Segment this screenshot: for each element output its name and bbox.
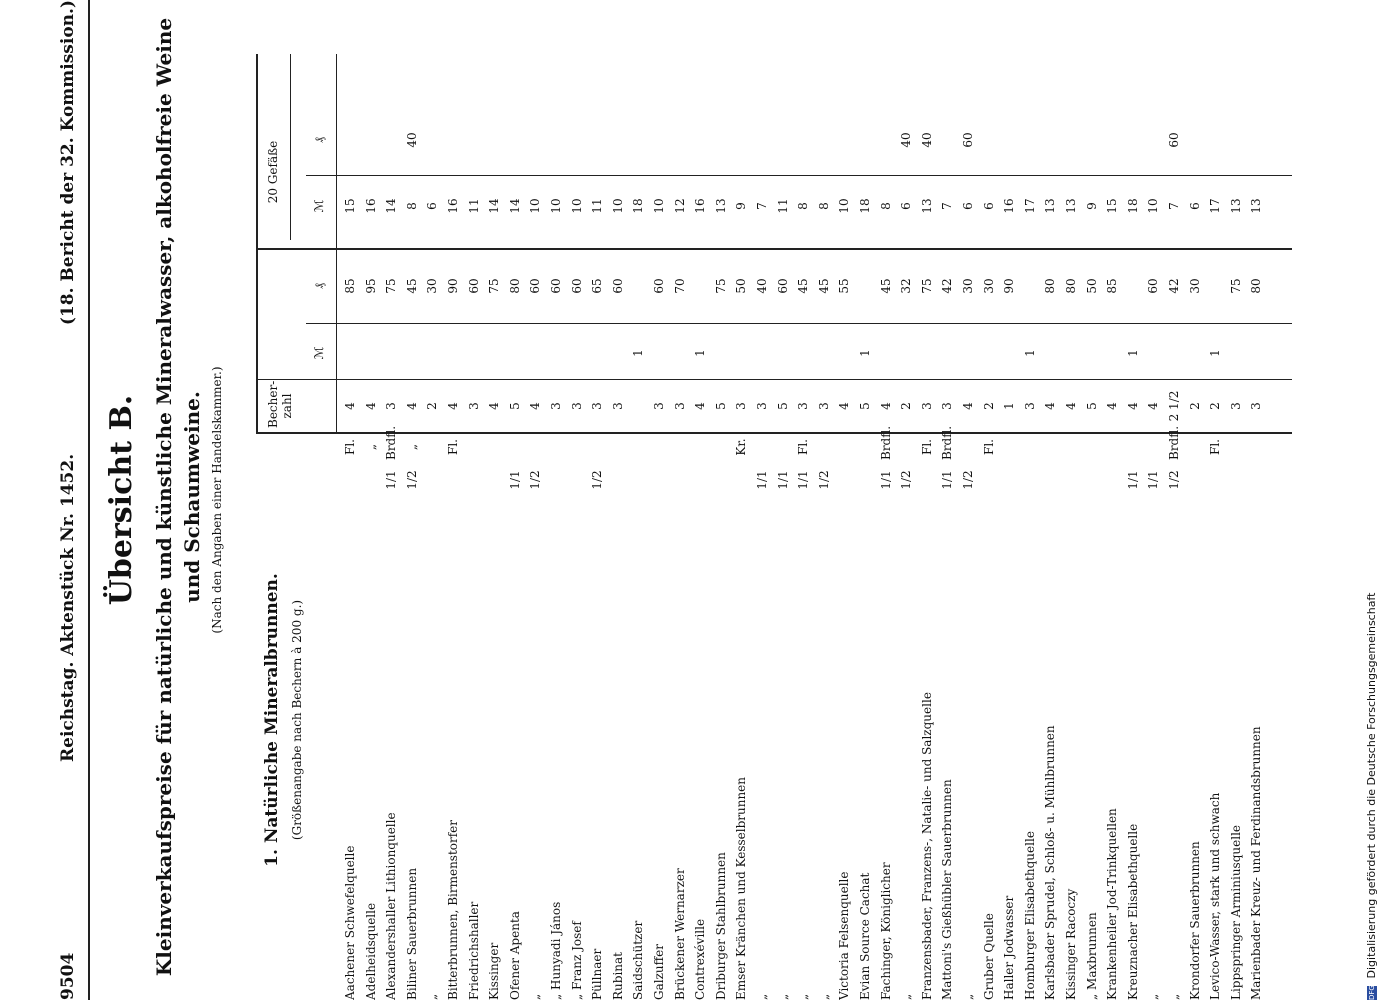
table-row xyxy=(591,0,603,1000)
total-mark: 8 xyxy=(796,202,811,210)
price-pf: 60 xyxy=(549,278,563,294)
row-name: Alexandershaller Lithionquelle xyxy=(384,812,399,1000)
table-row xyxy=(838,0,850,1000)
becher-count: 3 xyxy=(816,402,831,410)
row-unit: Brdfl. xyxy=(1167,425,1181,460)
becher-count: 2 xyxy=(1187,402,1202,410)
row-name: Kissinger Racoczy xyxy=(1064,888,1078,1000)
row-name: „ xyxy=(899,993,914,1000)
page-number: 9504 xyxy=(58,952,78,1000)
table-top-rule xyxy=(256,54,258,434)
table-row xyxy=(1230,0,1242,1000)
row-size: 1/1 xyxy=(507,470,522,490)
table-row xyxy=(983,0,995,1000)
source-note: (Nach den Angaben einer Handelskammer.) xyxy=(210,366,224,634)
row-name: Haller Jodwasser xyxy=(1002,895,1017,1000)
total-mark: 13 xyxy=(919,198,934,214)
row-unit: Kr. xyxy=(734,438,749,456)
price-mark: 1 xyxy=(1208,349,1223,357)
table-row xyxy=(880,0,892,1000)
table-row xyxy=(674,0,686,1000)
table-row xyxy=(426,0,438,1000)
row-unit: Brdfl. xyxy=(878,425,893,460)
row-name: Püllnaer xyxy=(590,948,605,1000)
table-row xyxy=(694,0,706,1000)
row-name: Bitterbrunnen, Birmenstorfer xyxy=(446,819,460,1000)
total-mark: 6 xyxy=(981,202,996,210)
becher-count: 2 xyxy=(425,402,440,410)
becher-count: 3 xyxy=(610,402,625,410)
row-unit: Brdfl. xyxy=(384,425,399,460)
table-row xyxy=(1003,0,1015,1000)
row-size: 1/1 xyxy=(775,470,790,490)
row-name: „ xyxy=(961,993,975,1000)
row-name: Evian Source Cachat xyxy=(858,872,872,1000)
becher-count: 3 xyxy=(1228,402,1243,410)
total-pf: 60 xyxy=(1167,132,1181,148)
becher-count: 1 xyxy=(1002,402,1017,410)
table-row xyxy=(1189,0,1201,1000)
table-row xyxy=(818,0,830,1000)
row-name: Franzensbader, Franzens-, Natalie- und Salzquelle xyxy=(919,692,934,1000)
total-mark: 13 xyxy=(1043,198,1058,214)
total-mark: 10 xyxy=(837,198,852,214)
total-mark: 10 xyxy=(610,198,625,214)
row-unit: „ xyxy=(363,443,378,451)
becher-count: 5 xyxy=(1084,402,1099,410)
becher-count: 4 xyxy=(837,402,852,410)
total-mark: 13 xyxy=(1249,198,1264,214)
total-mark: 8 xyxy=(404,202,419,210)
total-mark: 10 xyxy=(1146,198,1161,214)
price-pf: 75 xyxy=(919,278,934,294)
row-name: Krondorfer Sauerbrunnen xyxy=(1187,841,1202,1000)
total-mark: 6 xyxy=(961,202,975,210)
table-row xyxy=(962,0,974,1000)
price-pf: 90 xyxy=(446,278,460,294)
price-mark: 1 xyxy=(858,349,872,357)
row-name: „ Maxbrunnen xyxy=(1084,912,1099,1000)
row-name: „ xyxy=(1167,993,1181,1000)
total-mark: 16 xyxy=(693,198,708,214)
price-pf: 50 xyxy=(1084,278,1099,294)
price-pf: 60 xyxy=(528,278,543,294)
document-title: Übersicht B. xyxy=(104,394,139,606)
table-row xyxy=(859,0,871,1000)
total-mark: 13 xyxy=(713,198,728,214)
row-name: Driburger Stahlbrunnen xyxy=(713,852,728,1000)
total-mark: 8 xyxy=(816,202,831,210)
table-header-rule xyxy=(336,54,337,434)
becher-count: 5 xyxy=(507,402,522,410)
row-name: „ xyxy=(755,993,769,1000)
price-pf: 45 xyxy=(816,278,831,294)
row-size: 1/1 xyxy=(940,470,955,490)
section-title: 1. Natürliche Mineralbrunnen. xyxy=(262,573,282,867)
table-row xyxy=(612,0,624,1000)
price-pf: 80 xyxy=(1249,278,1264,294)
becher-count: 3 xyxy=(466,402,481,410)
price-pf: 30 xyxy=(425,278,440,294)
row-name: Marienbader Kreuz- und Ferdinandsbrunnen xyxy=(1249,726,1264,1000)
table-row xyxy=(1147,0,1159,1000)
row-unit: Fl. xyxy=(446,439,460,455)
footer-credit xyxy=(1365,593,1378,1000)
becher-count: 4 xyxy=(693,402,708,410)
price-pf: 85 xyxy=(343,278,357,294)
becher-count: 3 xyxy=(734,402,749,410)
table-row xyxy=(468,0,480,1000)
table-row xyxy=(1209,0,1221,1000)
row-name: Ofener Apenta xyxy=(507,911,522,1000)
becher-count: 5 xyxy=(858,402,872,410)
total-mark: 6 xyxy=(1187,202,1202,210)
subtitle-line-2: und Schaumweine. xyxy=(180,391,204,603)
becher-count: 3 xyxy=(1022,402,1037,410)
subtitle-line-1: Kleinverkaufspreise für natürliche und künstliche Mineralwasser, alkoholfreie Weine xyxy=(152,17,176,977)
row-size: 1/2 xyxy=(1167,470,1181,490)
row-name: „ xyxy=(775,993,790,1000)
becher-count: 4 xyxy=(878,402,893,410)
price-pf: 30 xyxy=(981,278,996,294)
table-row xyxy=(1106,0,1118,1000)
total-pf: 40 xyxy=(919,132,934,148)
table-row xyxy=(921,0,933,1000)
becher-count: 3 xyxy=(672,402,687,410)
becher-count: 5 xyxy=(775,402,790,410)
becher-count: 5 xyxy=(713,402,728,410)
becher-count: 4 xyxy=(1146,402,1161,410)
table-row xyxy=(1024,0,1036,1000)
price-pf: 45 xyxy=(796,278,811,294)
table-row xyxy=(447,0,459,1000)
price-pf: 60 xyxy=(1146,278,1161,294)
becher-count: 3 xyxy=(652,402,666,410)
row-unit: Fl. xyxy=(796,439,811,455)
table-row xyxy=(529,0,541,1000)
total-mark: 16 xyxy=(446,198,460,214)
becher-count: 4 xyxy=(1125,402,1140,410)
row-size: 1/1 xyxy=(384,470,399,490)
price-pf: 30 xyxy=(961,278,975,294)
table-row xyxy=(509,0,521,1000)
becher-count: 4 xyxy=(343,402,357,410)
row-name: Fachinger, Königlicher xyxy=(878,862,893,1000)
row-name: Kreuznacher Elisabethquelle xyxy=(1125,823,1140,1000)
becher-count: 4 xyxy=(363,402,378,410)
price-pf: 50 xyxy=(734,278,749,294)
becher-count: 3 xyxy=(569,402,584,410)
table-row xyxy=(1127,0,1139,1000)
price-pf: 70 xyxy=(672,278,687,294)
becher-count: 4 xyxy=(487,402,502,410)
total-mark: 9 xyxy=(1084,202,1099,210)
price-pf: 75 xyxy=(713,278,728,294)
total-mark: 7 xyxy=(940,202,955,210)
becher-count: 3 xyxy=(796,402,811,410)
total-mark: 15 xyxy=(1105,198,1120,214)
row-name: Kissinger xyxy=(487,942,502,1000)
total-pf: 40 xyxy=(404,132,419,148)
becher-count: 4 xyxy=(446,402,460,410)
row-name: Galzuffer xyxy=(652,944,666,1000)
row-size: 1/1 xyxy=(755,470,769,490)
table-row xyxy=(550,0,562,1000)
header-rule xyxy=(88,0,90,1000)
row-name: „ xyxy=(528,993,543,1000)
total-mark: 6 xyxy=(899,202,914,210)
row-name: Emser Kränchen und Kesselbrunnen xyxy=(734,776,749,1000)
total-mark: 17 xyxy=(1022,198,1037,214)
row-name: „ xyxy=(1146,993,1161,1000)
row-name: Adelheidsquelle xyxy=(363,902,378,1000)
row-name: Levico-Wasser, stark und schwach xyxy=(1208,792,1223,1000)
row-size: 1/2 xyxy=(816,470,831,490)
becher-count: 2 xyxy=(1208,402,1223,410)
row-name: Krankenheiler Jod-Trinkquellen xyxy=(1105,808,1120,1000)
price-pf: 75 xyxy=(487,278,502,294)
total-mark: 13 xyxy=(1228,198,1243,214)
price-pf: 40 xyxy=(755,278,769,294)
price-pf: 75 xyxy=(384,278,399,294)
price-mark: 1 xyxy=(631,349,646,357)
table-row xyxy=(1168,0,1180,1000)
row-name: Homburger Elisabethquelle xyxy=(1022,831,1037,1000)
price-mark: 1 xyxy=(1022,349,1037,357)
total-mark: 15 xyxy=(343,198,357,214)
table-row xyxy=(406,0,418,1000)
running-header xyxy=(58,0,84,1000)
price-mark: 1 xyxy=(693,349,708,357)
becher-count: 4 xyxy=(404,402,419,410)
row-name: Lippspringer Arminiusquelle xyxy=(1228,824,1243,1000)
becher-count: 4 xyxy=(1105,402,1120,410)
column-header-group-pf: ₰ xyxy=(312,137,326,143)
becher-count: 2 xyxy=(981,402,996,410)
header-left-title: Reichstag. Aktenstück Nr. 1452. xyxy=(58,453,78,762)
footer-text: Digitalisierung gefördert durch die Deutsche Forschungsgemeinschaft xyxy=(1365,592,1378,979)
row-name: Saidschützer xyxy=(631,920,646,1000)
becher-count: 4 xyxy=(1043,402,1058,410)
row-name: „ Franz Josef xyxy=(569,921,584,1000)
row-name: Karlsbader Sprudel, Schloß- u. Mühlbrunnen xyxy=(1043,725,1058,1000)
total-mark: 6 xyxy=(425,202,440,210)
table-row xyxy=(632,0,644,1000)
row-unit: Fl. xyxy=(919,439,934,455)
becher-count: 3 xyxy=(940,402,955,410)
becher-count: 4 xyxy=(1064,402,1078,410)
price-pf: 75 xyxy=(1228,278,1243,294)
total-mark: 14 xyxy=(384,198,399,214)
header-right-title: (18. Bericht der 32. Kommission.) xyxy=(58,0,78,326)
row-unit: Brdfl. xyxy=(940,425,955,460)
table-row xyxy=(1250,0,1262,1000)
price-pf: 60 xyxy=(569,278,584,294)
row-size: 1/1 xyxy=(878,470,893,490)
price-pf: 90 xyxy=(1002,278,1017,294)
total-pf: 40 xyxy=(899,132,914,148)
section-note: (Größenangabe nach Bechern à 200 g.) xyxy=(290,599,304,841)
document-subtitle xyxy=(150,2,206,992)
total-mark: 14 xyxy=(487,198,502,214)
becher-count: 2 xyxy=(899,402,914,410)
total-mark: 18 xyxy=(1125,198,1140,214)
row-name: „ xyxy=(816,993,831,1000)
price-pf: 85 xyxy=(1105,278,1120,294)
price-pf: 55 xyxy=(837,278,852,294)
row-unit: Fl. xyxy=(981,439,996,455)
table-row xyxy=(735,0,747,1000)
table-row xyxy=(1086,0,1098,1000)
row-name: Rubinat xyxy=(610,952,625,1000)
price-pf: 60 xyxy=(775,278,790,294)
row-unit: Fl. xyxy=(343,439,357,455)
column-header-group-mark: ℳ xyxy=(312,199,326,213)
table-row xyxy=(797,0,809,1000)
row-size: 1/2 xyxy=(404,470,419,490)
table-row xyxy=(715,0,727,1000)
table-row xyxy=(900,0,912,1000)
row-name: Aachener Schwefelquelle xyxy=(343,845,357,1000)
row-size: 1/1 xyxy=(796,470,811,490)
row-size: 1/2 xyxy=(590,470,605,490)
row-size: 1/2 xyxy=(528,470,543,490)
table-row xyxy=(488,0,500,1000)
row-size: 1/1 xyxy=(1125,470,1140,490)
total-pf: 60 xyxy=(961,132,975,148)
total-mark: 8 xyxy=(878,202,893,210)
row-name: Brückener Wernarzer xyxy=(672,868,687,1000)
price-pf: 42 xyxy=(1167,278,1181,294)
row-size: 1/2 xyxy=(961,470,975,490)
row-size: 1/1 xyxy=(1146,470,1161,490)
group-header-rule xyxy=(290,54,291,240)
total-mark: 11 xyxy=(590,198,605,214)
row-unit: „ xyxy=(404,443,419,451)
total-mark: 14 xyxy=(507,198,522,214)
becher-count: 4 xyxy=(961,402,975,410)
table-row xyxy=(653,0,665,1000)
becher-count: 3 xyxy=(549,402,563,410)
row-size: 1/2 xyxy=(899,470,914,490)
total-mark: 11 xyxy=(466,198,481,214)
row-name: Victoria Felsenquelle xyxy=(837,871,852,1000)
table-row xyxy=(1065,0,1077,1000)
total-mark: 18 xyxy=(858,198,872,214)
row-unit: Fl. xyxy=(1208,439,1223,455)
table-row xyxy=(385,0,397,1000)
total-mark: 16 xyxy=(363,198,378,214)
price-pf: 60 xyxy=(652,278,666,294)
total-mark: 7 xyxy=(755,202,769,210)
column-header-group: 20 Gefäße xyxy=(266,140,280,204)
row-name: „ xyxy=(425,993,440,1000)
price-pf: 60 xyxy=(610,278,625,294)
price-pf: 60 xyxy=(466,278,481,294)
table-row xyxy=(344,0,356,1000)
table-row xyxy=(756,0,768,1000)
becher-count: 3 xyxy=(919,402,934,410)
becher-count: 3 xyxy=(384,402,399,410)
dfg-logo-icon: DFG xyxy=(1368,985,1376,1000)
total-mark: 10 xyxy=(652,198,666,214)
row-name: Contrexéville xyxy=(693,918,708,1000)
table-row xyxy=(365,0,377,1000)
table-row xyxy=(777,0,789,1000)
column-header-becher: Becher-zahl xyxy=(266,380,294,428)
total-mark: 10 xyxy=(549,198,563,214)
table-row xyxy=(571,0,583,1000)
total-mark: 13 xyxy=(1064,198,1078,214)
becher-count: 3 xyxy=(755,402,769,410)
price-pf: 30 xyxy=(1187,278,1202,294)
price-pf: 45 xyxy=(404,278,419,294)
column-header-mark: ℳ xyxy=(312,346,326,360)
price-mark: 1 xyxy=(1125,349,1140,357)
price-pf: 95 xyxy=(363,278,378,294)
becher-count: 3 xyxy=(1249,402,1264,410)
row-name: Mattoni's Gießhübler Sauerbrunnen xyxy=(940,779,955,1000)
total-mark: 10 xyxy=(569,198,584,214)
price-pf: 32 xyxy=(899,278,914,294)
total-mark: 18 xyxy=(631,198,646,214)
price-pf: 45 xyxy=(878,278,893,294)
price-pf: 42 xyxy=(940,278,955,294)
price-pf: 80 xyxy=(1043,278,1058,294)
total-mark: 11 xyxy=(775,198,790,214)
total-mark: 7 xyxy=(1167,202,1181,210)
becher-count: 2 1/2 xyxy=(1167,390,1181,422)
total-mark: 9 xyxy=(734,202,749,210)
row-name: Gruber Quelle xyxy=(981,913,996,1000)
row-name: „ xyxy=(796,993,811,1000)
total-mark: 10 xyxy=(528,198,543,214)
row-name: Biliner Sauerbrunnen xyxy=(404,867,419,1000)
price-pf: 80 xyxy=(507,278,522,294)
price-pf: 65 xyxy=(590,278,605,294)
row-name: Friedrichshaller xyxy=(466,901,481,1000)
becher-count: 4 xyxy=(528,402,543,410)
table-row xyxy=(941,0,953,1000)
price-pf: 80 xyxy=(1064,278,1078,294)
total-mark: 16 xyxy=(1002,198,1017,214)
total-mark: 17 xyxy=(1208,198,1223,214)
table-row xyxy=(1044,0,1056,1000)
column-header-pf: ₰ xyxy=(312,283,326,289)
row-name: „ Hunyadi János xyxy=(549,901,563,1000)
becher-count: 3 xyxy=(590,402,605,410)
total-mark: 12 xyxy=(672,198,687,214)
